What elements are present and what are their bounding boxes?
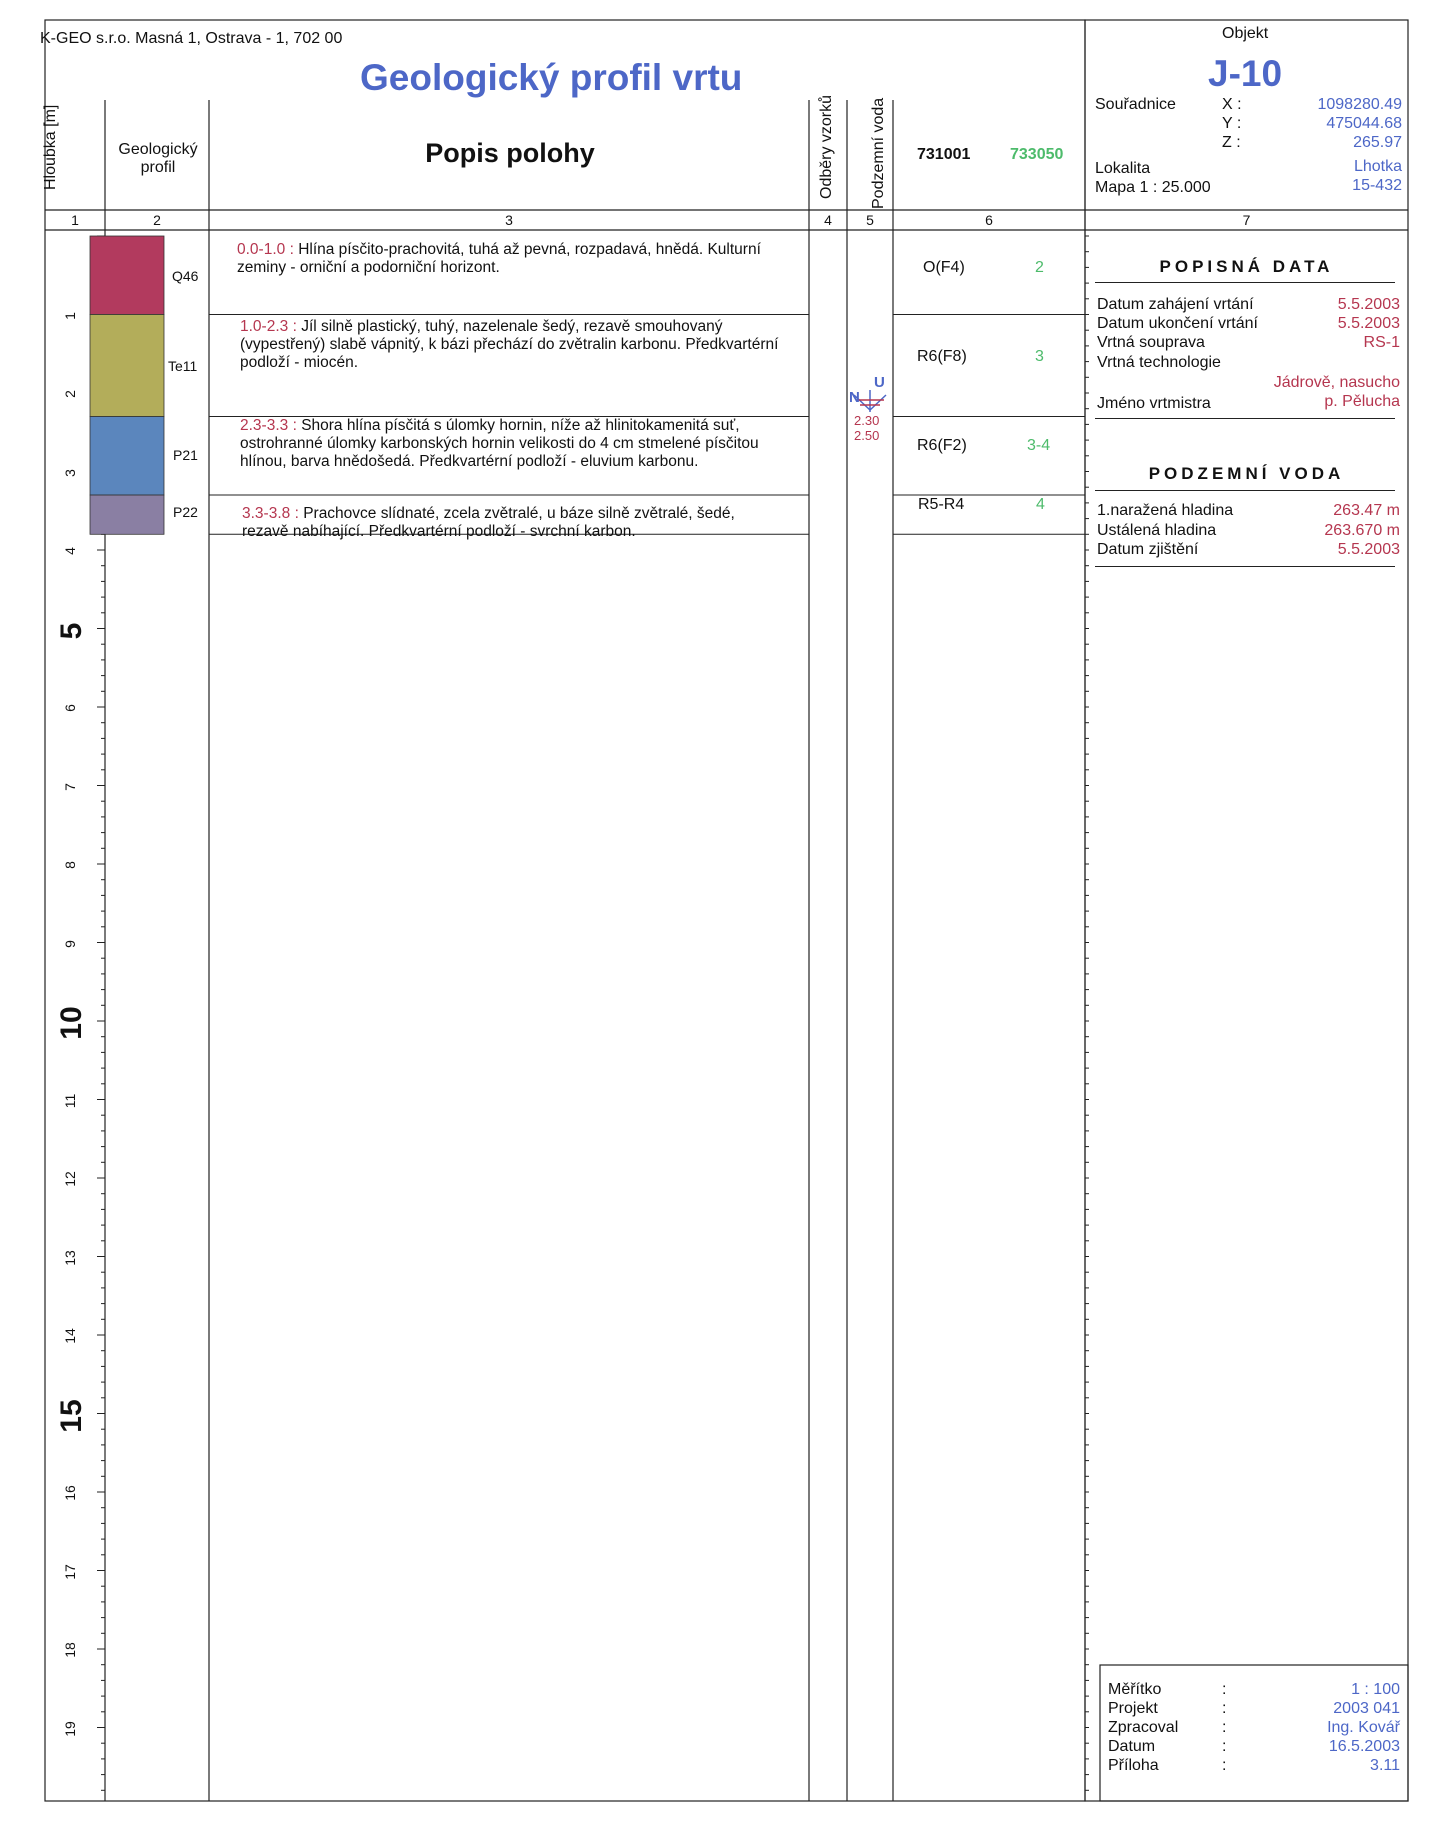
descriptive-label: Datum zahájení vrtání <box>1097 296 1254 313</box>
footer-sep: : <box>1222 1700 1227 1717</box>
depth-label: 18 <box>62 1642 78 1658</box>
layer-rect <box>90 495 164 534</box>
layer-class-a: O(F4) <box>923 259 965 276</box>
depth-label: 19 <box>62 1720 78 1737</box>
groundwater-value: 263.670 m <box>1324 522 1400 539</box>
layer-class-a: R5-R4 <box>918 496 965 513</box>
descriptive-label: Vrtná souprava <box>1097 334 1205 351</box>
footer-value: 3.11 <box>1370 1757 1400 1774</box>
profile-header-line1: Geologický <box>118 141 198 158</box>
depth-label: 16 <box>62 1485 78 1501</box>
footer-sep: : <box>1222 1719 1227 1736</box>
depth-header: Hloubka [m] <box>42 104 59 190</box>
layer-description: 3.3-3.8 : Prachovce slídnaté, zcela zvětralé, u báze silně zvětralé, šedé, rezavě nabíhající. Předkvartérní podloží - svrchní karbon. <box>242 505 735 540</box>
groundwater-value: 263.47 m <box>1333 502 1400 519</box>
depth-label: 9 <box>62 939 78 948</box>
layer-class-a: R6(F2) <box>917 437 967 454</box>
groundwater-u-label: U <box>874 374 885 391</box>
descriptive-title: POPISNÁ DATA <box>1159 257 1334 276</box>
object-id: J-10 <box>1208 53 1283 94</box>
layer-code: P21 <box>173 447 198 463</box>
coord-y-label: Y : <box>1222 115 1242 132</box>
col-number-3: 3 <box>505 212 513 228</box>
col-number-1: 1 <box>71 212 79 228</box>
layer-range: 1.0-2.3 <box>240 318 289 335</box>
footer-sep: : <box>1222 1757 1227 1774</box>
company-line: K-GEO s.r.o. Masná 1, Ostrava - 1, 702 00 <box>40 30 343 47</box>
profile-header-line2: profil <box>140 159 176 176</box>
descriptive-label: Datum ukončení vrtání <box>1097 315 1258 332</box>
descriptive-value: 5.5.2003 <box>1337 296 1400 313</box>
coord-x-label: X : <box>1222 96 1242 113</box>
col-number-6: 6 <box>985 212 993 228</box>
footer-label: Projekt <box>1108 1700 1158 1717</box>
layer-description: 0.0-1.0 : Hlína písčito-prachovitá, tuhá až pevná, rozpadavá, hnědá. Kulturní zeminy - orniční a podorniční horizont. <box>237 241 761 276</box>
layer-rect <box>90 417 164 496</box>
layer-text: Hlína písčito-prachovitá, tuhá až pevná, rozpadavá, hnědá. Kulturní zeminy - orniční a podorniční horizont. <box>237 241 761 276</box>
samples-header: Odběry vzorků <box>818 94 835 199</box>
groundwater-label: Ustálená hladina <box>1097 522 1217 539</box>
depth-label: 2 <box>62 390 78 398</box>
layer-code: Q46 <box>172 268 199 284</box>
map-label: Mapa 1 : 25.000 <box>1095 179 1211 196</box>
coord-x: 1098280.49 <box>1317 96 1402 113</box>
depth-label: 11 <box>62 1093 78 1108</box>
footer-label: Příloha <box>1108 1757 1159 1774</box>
coord-z-label: Z : <box>1222 134 1241 151</box>
layer-range: 3.3-3.8 <box>242 505 291 522</box>
groundwater-title: PODZEMNÍ VODA <box>1148 464 1345 483</box>
depth-label: 15 <box>55 1398 88 1433</box>
layer-class-b: 4 <box>1036 496 1045 513</box>
groundwater-label: 1.naražená hladina <box>1097 502 1234 519</box>
map-value: 15-432 <box>1352 177 1402 194</box>
layer-description: 1.0-2.3 : Jíl silně plastický, tuhý, nazelenale šedý, rezavě smouhovaný (vypestřený) slabě vápnitý, k bázi přechází do zvětralin karbonu. Předkvartérní podloží - miocén. <box>240 318 779 371</box>
footer-value: 16.5.2003 <box>1328 1738 1400 1755</box>
layer-description: 2.3-3.3 : Shora hlína písčitá s úlomky hornin, níže až hlinitokamenitá suť, ostrohranné úlomky karbonských hornin velikosti do 4 cm stmelené písčitou hlínou, barva hnědošedá. Předkvartérní podloží - eluvium karbonu. <box>240 417 759 470</box>
col-number-2: 2 <box>153 212 161 228</box>
depth-label: 13 <box>62 1249 78 1266</box>
coords-label: Souřadnice <box>1095 96 1176 113</box>
layer-text: Jíl silně plastický, tuhý, nazelenale šedý, rezavě smouhovaný (vypestřený) slabě vápnitý, k bázi přechází do zvětralin karbonu. Předkvartérní podloží - miocén. <box>240 318 779 371</box>
footer-sep: : <box>1222 1681 1227 1698</box>
col-number-7: 7 <box>1242 212 1251 228</box>
code-b: 733050 <box>1010 146 1064 163</box>
layer-range: 2.3-3.3 <box>240 417 289 434</box>
layer-class-a: R6(F8) <box>917 348 967 365</box>
footer-label: Zpracoval <box>1108 1719 1179 1736</box>
footer-value: Ing. Kovář <box>1327 1719 1400 1736</box>
descriptive-value: 5.5.2003 <box>1337 315 1400 332</box>
locality-value: Lhotka <box>1353 158 1402 175</box>
description-header: Popis polohy <box>425 138 595 168</box>
footer-label: Datum <box>1108 1738 1156 1755</box>
depth-label: 5 <box>55 622 88 639</box>
footer-sep: : <box>1222 1738 1227 1755</box>
depth-label: 14 <box>62 1328 78 1344</box>
col-number-4: 4 <box>824 212 832 228</box>
footer-value: 2003 041 <box>1333 1700 1400 1717</box>
layer-rect <box>90 236 164 315</box>
layer-code: P22 <box>173 504 198 520</box>
object-label: Objekt <box>1222 25 1269 42</box>
depth-label: 17 <box>62 1563 78 1580</box>
col-number-5: 5 <box>866 212 874 228</box>
layer-code: Te11 <box>168 358 198 374</box>
footer-label: Měřítko <box>1108 1681 1162 1698</box>
depth-label: 10 <box>55 1006 88 1040</box>
layer-text: Shora hlína písčitá s úlomky hornin, níže až hlinitokamenitá suť, ostrohranné úlomky karbonských hornin velikosti do 4 cm stmelené písčitou hlínou, barva hnědošedá. Předkvartérní podloží - eluvium karbonu. <box>240 417 759 470</box>
depth-label: 12 <box>62 1171 78 1187</box>
coord-y: 475044.68 <box>1326 115 1402 132</box>
groundwater-header: Podzemní voda <box>870 97 887 209</box>
depth-label: 1 <box>62 311 78 320</box>
groundwater-value: 5.5.2003 <box>1337 541 1400 558</box>
layer-class-b: 3 <box>1035 348 1044 365</box>
descriptive-value: Jádrově, nasucho <box>1273 374 1400 391</box>
descriptive-label: Vrtná technologie <box>1097 354 1221 371</box>
groundwater-n-label: N <box>849 389 860 406</box>
footer-value: 1 : 100 <box>1351 1681 1400 1698</box>
layer-rects <box>90 236 164 534</box>
layer-range: 0.0-1.0 <box>237 241 286 258</box>
page-title: Geologický profil vrtu <box>360 57 743 98</box>
depth-label: 6 <box>62 704 78 712</box>
layer-class-b: 3-4 <box>1027 437 1051 454</box>
locality-label: Lokalita <box>1095 160 1151 177</box>
groundwater-label: Datum zjištění <box>1097 541 1199 558</box>
depth-label: 3 <box>62 468 78 477</box>
groundwater-n-depth: 2.30 <box>854 413 880 428</box>
code-a: 731001 <box>917 146 971 163</box>
depth-label: 4 <box>62 547 78 555</box>
descriptive-label: Jméno vrtmistra <box>1097 395 1211 412</box>
descriptive-value: p. Pělucha <box>1324 393 1400 410</box>
layer-rect <box>90 315 164 417</box>
groundwater-u-depth: 2.50 <box>854 428 880 443</box>
depth-label: 8 <box>62 861 78 869</box>
descriptive-value: RS-1 <box>1363 334 1400 351</box>
layer-class-b: 2 <box>1035 259 1044 276</box>
depth-label: 7 <box>62 782 78 791</box>
coord-z: 265.97 <box>1353 134 1402 151</box>
layer-text: Prachovce slídnaté, zcela zvětralé, u báze silně zvětralé, šedé, rezavě nabíhající. Předkvartérní podloží - svrchní karbon. <box>242 505 735 540</box>
